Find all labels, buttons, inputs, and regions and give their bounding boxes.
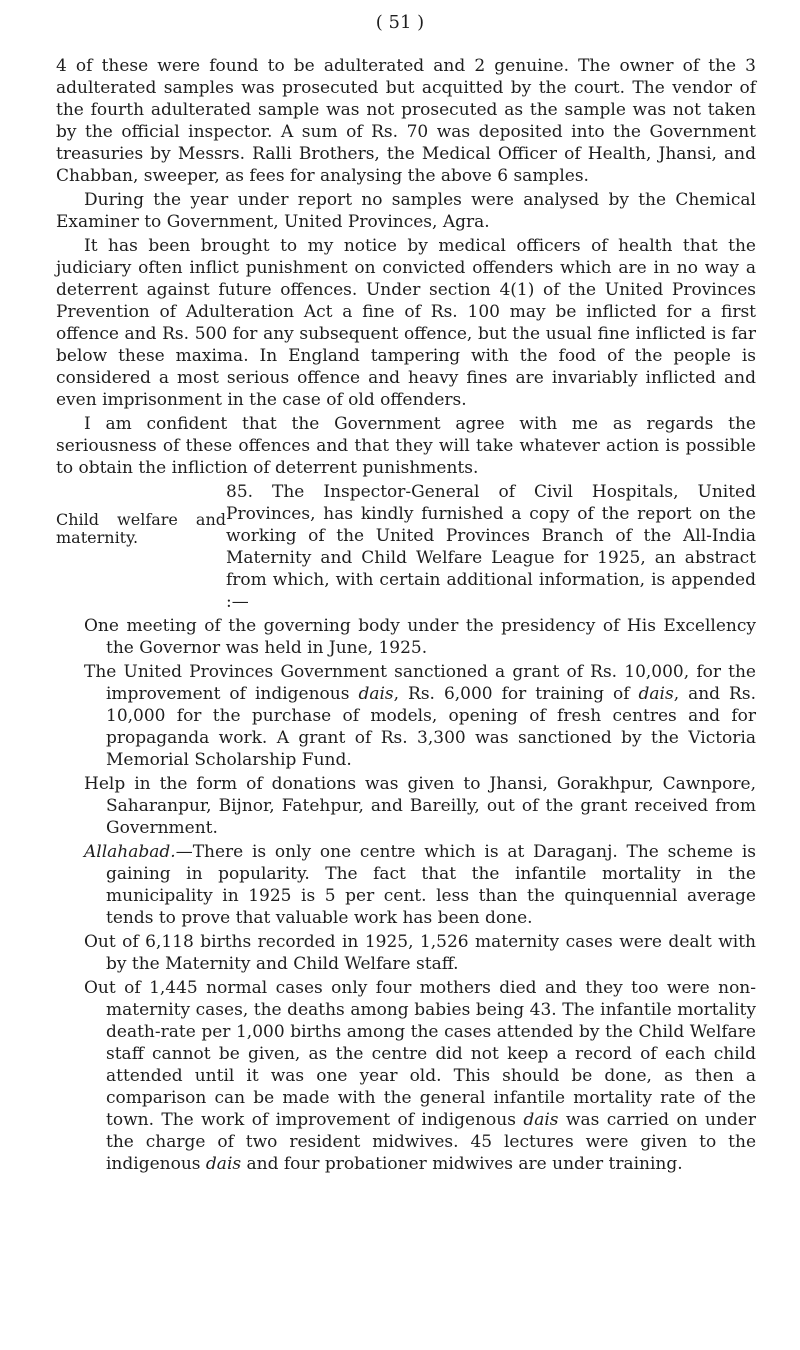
item-allahabad: Allahabad.—There is only one centre which is at Daraganj. The scheme is gaining in popularity. The fact that the infantile mortality in the municipality in 1925 is 5 per cent. less than the quinquennial average tends to prove that valuable work has been done. xyxy=(84,842,756,928)
item-normal-cases: Out of 1,445 normal cases only four mothers died and they too were non-maternity cases, the deaths among babies being 43. The infantile mortality death-rate per 1,000 births among the cases attended by the Child Welfare staff cannot be given, as the centre did not keep a record of each child attended until it was one year old. This should be done, as then a comparison can be made with the general infantile mortality rate of the town. The work of improvement of indigenous dais was carried on under the charge of two resident midwives. 45 lectures were given to the indigenous dais and four probationer midwives are under training. xyxy=(84,978,756,1174)
page-number: ( 51 ) xyxy=(375,12,425,33)
item-governing-body-meeting: One meeting of the governing body under the presidency of His Excellency the Governor was held in June, 1925. xyxy=(84,616,756,658)
paragraph-chemical-examiner: During the year under report no samples were analysed by the Chemical Examiner to Government, United Provinces, Agra. xyxy=(56,190,756,232)
paragraph-government-action: I am confident that the Government agree with me as regards the seriousness of these offences and that they will take whatever action is possible to obtain the infliction of deterrent punishments. xyxy=(56,414,756,478)
item-government-grant: The United Provinces Government sanctioned a grant of Rs. 10,000, for the improvement of indigenous dais, Rs. 6,000 for training of dais, and Rs. 10,000 for the purchase of models, opening of fresh centres and for propaganda work. A grant of Rs. 3,300 was sanctioned by the Victoria Memorial Scholarship Fund. xyxy=(84,662,756,770)
item-births: Out of 6,118 births recorded in 1925, 1,526 maternity cases were dealt with by the Maternity and Child Welfare staff. xyxy=(84,932,756,974)
paragraph-85: 85. The Inspector-General of Civil Hospitals, United Provinces, has kindly furnished a copy of the report on the working of the United Provinces Branch of the All-India Maternity and Child Welfare League for 1925, an abstract from which, with certain additional information, is appended :— xyxy=(226,482,756,612)
item-donations: Help in the form of donations was given to Jhansi, Gorakhpur, Cawnpore, Saharanpur, Bijnor, Fatehpur, and Bareilly, out of the grant received from Government. xyxy=(84,774,756,838)
page-body xyxy=(56,55,756,1177)
paragraph-judiciary: It has been brought to my notice by medical officers of health that the judiciary often inflict punishment on convicted offenders which are in no way a deterrent against future offences. Under section 4(1) of the United Provinces Prevention of Adulteration Act a fine of Rs. 100 may be inflicted for a first offence and Rs. 500 for any subsequent offence, but the usual fine inflicted is far below these maxima. In England tampering with the food of the people is considered a most serious offence and heavy fines are invariably inflicted and even imprisonment in the case of old offenders. xyxy=(56,236,756,410)
section-85 xyxy=(56,481,756,615)
margin-note: Child welfare and maternity. xyxy=(56,510,226,547)
allahabad-heading: Allahabad. xyxy=(84,842,176,862)
paragraph-adulterated-samples: 4 of these were found to be adulterated and 2 genuine. The owner of the 3 adulterated samples was prosecuted but acquitted by the court. The vendor of the fourth adulterated sample was not prosecuted as the sample was not taken by the official inspector. A sum of Rs. 70 was deposited into the Government treasuries by Messrs. Ralli Brothers, the Medical Officer of Health, Jhansi, and Chabban, sweeper, as fees for analysing the above 6 samples. xyxy=(56,56,756,186)
